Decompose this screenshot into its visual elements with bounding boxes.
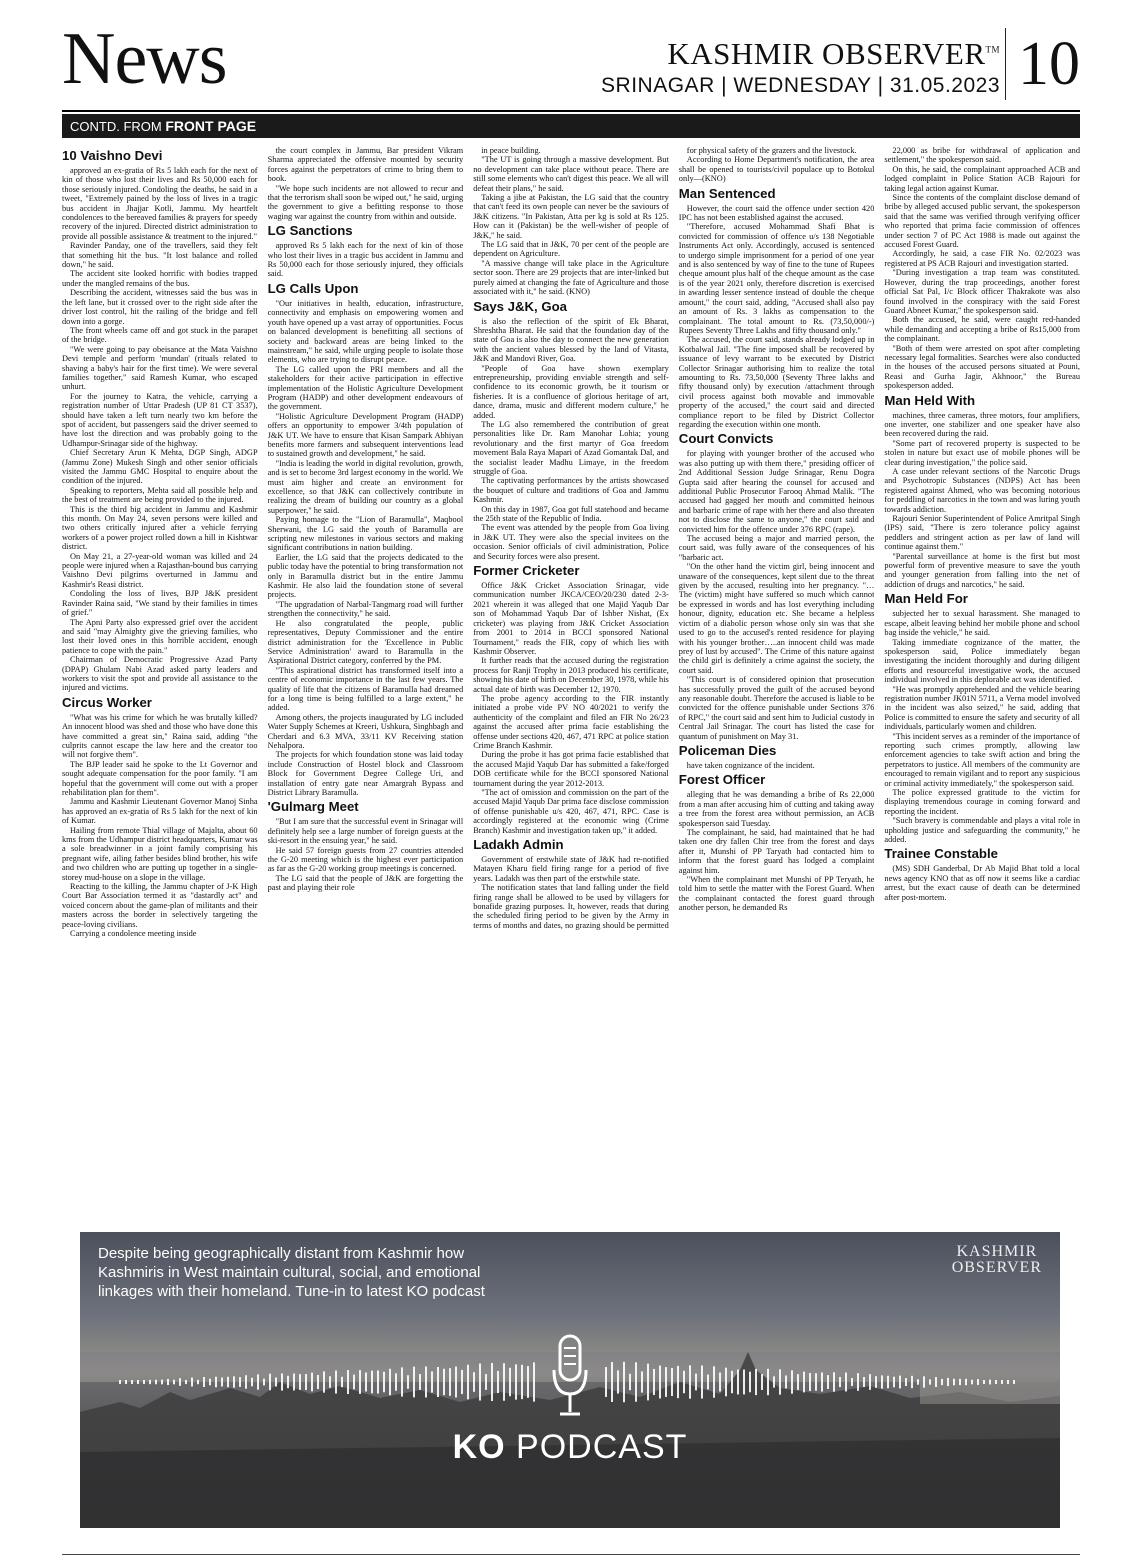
- article-paragraph: machines, three cameras, three motors, four amplifiers, one inverter, one stabilizer and one speaker have also been recovered during the raid.: [884, 410, 1080, 439]
- article-paragraph: "India is leading the world in digital revolution, growth, and is set to become 3rd largest economy in the world. We must aim higher and create an environment for excellence, so that J&K can collectively contribute in realizing the dream of building our country as a global superpower," he said.: [267, 458, 464, 515]
- podcast-description: Despite being geographically distant from Kashmir how Kashmiris in West maintain cultural, social, and emotional linkages with their homeland. Tune-in to latest KO podcast: [98, 1245, 485, 1300]
- article-paragraph: is also the reflection of the spirit of Ek Bharat, Shreshtha Bharat. He said that the foundation day of the state of Goa is also the day to connect the new generation with the ancient values blessed by the land of Vitasta, J&K and Mandovi River, Goa.: [473, 316, 669, 364]
- article-paragraph: The LG also remembered the contribution of great personalities like Dr. Ram Manohar Lohia; young revolutionary and the first martyr of Goa freedom movement Bala Raya Mapari of Azad Gomantak Dal, and the socialist leader Madhu Limaye, in the freedom struggle of Goa.: [473, 419, 669, 476]
- article-paragraph: "When the complainant met Munshi of PP Teryath, he told him to settle the matter with the Forest Guard. When the complainant contacted the forest guard through another person, he demanded Rs: [678, 875, 875, 913]
- article-paragraph: "Both of them were arrested on spot after completing necessary legal formalities. Searches were also conducted in the houses of the accused persons situated at Pouni, Reasi and Gurha Jagir, Akhnoor," the Bureau spokesperson added.: [884, 343, 1080, 391]
- article-paragraph: For the journey to Katra, the vehicle, carrying a registration number of Uttar Pradesh (UP 81 CT 3537), should have taken a left turn nearly two km before the spot of accident, but passengers said the driver seemed to have lost the direction and was probably going to the Udhampur-Srinagar side of the highway.: [62, 391, 258, 448]
- article-paragraph: Reacting to the killing, the Jammu chapter of J-K High Court Bar Association termed it as "dastardly act" and voiced concern about the game-plan of militants and their masters across the border in selectively targeting the peace-loving civilians.: [62, 882, 258, 929]
- section-title: News: [62, 18, 227, 100]
- article-paragraph: Government of erstwhile state of J&K had re-notified Matayen Kharu field firing range for a period of five years. Ladakh was then part of the erstwhile state.: [473, 855, 669, 883]
- article-paragraph: "A massive change will take place in the Agriculture sector soon. There are 29 projects that are inter-linked but purely aimed at changing the fate of Agriculture and those associated with it," he said. (KNO): [473, 258, 669, 297]
- article-heading: Policeman Dies: [678, 742, 777, 758]
- article-paragraph: Speaking to reporters, Mehta said all possible help and the best of treatment are being provided to the injured.: [62, 485, 258, 505]
- article-paragraph: approved an ex-gratia of Rs 5 lakh each for the next of kin of those who lost their lives and Rs 50,000 each for those seriously injured. Condoling the deaths, he said in a tweet, "Extremely pained by the loss of lives in a tragic bus accident in Jhajjar Kotli, Jammu. My heartfelt condolences to the bereaved families & prayers for speedy recovery of the injured. Directed district administration to provide all possible assistance & treatment to the injured.": [62, 166, 258, 241]
- microphone-icon: [550, 1332, 590, 1422]
- column-3: [473, 146, 669, 1192]
- article-paragraph: A case under relevant sections of the Narcotic Drugs and Psychotropic Substances (NDPS) Act has been registered against Ahmed, who was becoming notorious for peddling of narcotics in the town and was luring youth towards addiction.: [884, 467, 1080, 514]
- article-paragraph: On May 21, a 27-year-old woman was killed and 24 people were injured when a Rajasthan-bound bus carrying Vaishno Devi pilgrims overturned in Jammu and Kashmir's Reasi district.: [62, 551, 258, 589]
- article-paragraph: The projects for which foundation stone was laid today include Construction of Hostel block and Classroom Block for Government Degree College Uri, and installation of entry gate near Amargrah Bypass and District Library Baramulla.: [267, 750, 464, 797]
- article-paragraph: The complainant, he said, had maintained that he had taken one dry fallen Chir tree from the forest and days after it, Munshi of PP Taryath had contacted him to inform that the forest guard has lodged a complaint against him.: [678, 828, 875, 875]
- article-paragraph: subjected her to sexual harassment. She managed to escape, albeit leaving behind her mobile phone and school bag inside the vehicle," he said.: [884, 609, 1080, 638]
- article-paragraph: Chief Secretary Arun K Mehta, DGP Singh, ADGP (Jammu Zone) Mukesh Singh and other senior officials visited the Jammu GMC Hospital to enquire about the condition of the injured.: [62, 448, 258, 486]
- article-paragraph: "The act of omission and commission on the part of the accused Majid Yaqub Dar prima face disclose commission of offense punishable u/s 420, 467, 471, RPC. Case is accordingly registered at the economic wing (Crime Branch) Kashmir and investigation taken up," it added.: [473, 788, 669, 835]
- article-heading: Circus Worker: [62, 694, 152, 710]
- article-paragraph: Ravinder Panday, one of the travellers, said they felt that something hit the bus. "It lost balance and rolled down," he said.: [62, 241, 258, 270]
- article-paragraph: (MS) SDH Ganderbal, Dr Ab Majid Bhat told a local news agency KNO that as off now it seems like a cardiac arrest, but the exact cause of death can be determined after post-mortem.: [884, 864, 1080, 902]
- article-paragraph: The BJP leader said he spoke to the Lt Governor and sought adequate compensation for the poor family. "I am hopeful that the government will come out with a proper rehabilitation plan for them".: [62, 759, 258, 797]
- article-paragraph: The police expressed gratitude to the victim for displaying tremendous courage in coming forward and reporting the incident.: [884, 788, 1080, 816]
- article-paragraph: "He was promptly apprehended and the vehicle bearing registration number JK01N 5711, a Verna model involved in the incident was also seized," he said, adding that Police is committed to ensure the safety and security of all individuals, particularly women and children.: [884, 684, 1080, 732]
- podcast-title: KO PODCAST: [452, 1428, 688, 1466]
- article-paragraph: in peace building.: [481, 146, 541, 155]
- article-heading: Man Sentenced: [678, 185, 776, 201]
- bottom-rule: [62, 1554, 1080, 1555]
- article-paragraph: Condoling the loss of lives, BJP J&K president Ravinder Raina said, "We stand by their families in times of grief.": [62, 589, 258, 618]
- article-paragraph: Taking immediate cognizance of the matter, the spokesperson said, Police immediately began investigating the incident thoroughly and during diligent efforts and resourceful investigative work, the accused individual involved in this deplorable act was identified.: [884, 637, 1080, 685]
- article-paragraph: Office J&K Cricket Association Srinagar, vide communication number JKCA/CEO/20/230 dated 2-3-2021 wherein it was alleged that one Majid Yaqub Dar son of Mohammad Yaqub Dar of Ishber Nishat, (Ex cricketer) was playing from J&K Cricket Association from 2001 to 2014 in BCCI sponsored National Tournament," reads the FIR, copy of which lies with Kashmir Observer.: [473, 581, 669, 656]
- contd-banner: CONTD. FROM FRONT PAGE: [62, 114, 1080, 138]
- article-paragraph: "Such bravery is commendable and plays a vital role in upholding justice and safeguarding the community," he added.: [884, 816, 1080, 845]
- article-paragraph: for playing with younger brother of the accused who was also putting up with them there," presiding officer of 2nd Additional Session Judge Srinagar, Renu Dogra Gupta said after hearing the counsel for accused and additional Public Prosecutor Farooq Ahmad Malik. "The accused had gagged her mouth and committed heinous and barbaric crime of rape with her there and also threaten not to disclose the same to anyone," the court said and convicted him for the offence under 376 RPC (rape).: [678, 449, 875, 534]
- article-columns: [62, 146, 1080, 1192]
- article-paragraph: Paying homage to the "Lion of Baramulla", Maqbool Sherwani, the LG said the youth of Baramulla are scripting new milestones in various sectors and making significant contributions in nation building.: [267, 515, 464, 553]
- article-paragraph: The probe agency according to the FIR instantly initiated a probe vide PV NO 40/2021 to verify the authenticity of the complaint and filed an FIR No 26/23 against the accused after prima facie establishing the offense under sections 420, 467, 471 RPC at police station Crime Branch Kashmir.: [473, 693, 669, 750]
- masthead: [62, 18, 1080, 112]
- article-paragraph: the court complex in Jammu, Bar president Vikram Sharma appreciated the offensive mounted by security forces against the perpetrators of crime to bring them to book.: [267, 146, 464, 184]
- article-paragraph: The LG said that the people of J&K are forgetting the past and playing their role: [267, 873, 464, 893]
- article-paragraph: "We were going to pay obeisance at the Mata Vaishno Devi temple and perform 'mundan' (rituals related to shaving a baby's hair for the first time). We were several families together," said Ramesh Kumar, who escaped unhurt.: [62, 344, 258, 392]
- article-heading: LG Calls Upon: [267, 280, 359, 296]
- article-paragraph: "During investigation a trap team was constituted. However, during the trap proceedings, another forest official Sat Pal, I/c Block officer Thakrakote was also found involved in the conspiracy with the said Forest Guard Abneet Kumar," the spokesperson said.: [884, 268, 1080, 315]
- article-paragraph: "On the other hand the victim girl, being innocent and unaware of the consequences, kept silent due to the threat given by the accused, resulting into her pregnancy. "…The (victim) might have suffered so much which cannot be expressed in words and has lost everything including honour, dignity, education etc. She became a helpless victim of a diabolic person whose only sin was that she used to go to the accused's rented residence for playing with his younger brother…..an innocent child was made prey of lust by accused". The Crime of this nature against the child girl is definitely a crime against the society, the court said.: [678, 562, 875, 675]
- article-paragraph: Earlier, the LG said that the projects dedicated to the public today have the potential to bring transformation not only in Baramulla district but in the entire Jammu Kashmir. He also laid the foundation stone of several projects.: [267, 552, 464, 600]
- article-paragraph: "This court is of considered opinion that prosecution has successfully proved the guilt of the accused beyond any reasonable doubt. Therefore the accused is liable to be convicted for the offence punishable under Sections 376 of RPC," the court said and sent him to Judicial custody in Central Jail Srinagar. The court has listed the case for quantum of punishment on May 31.: [678, 675, 875, 741]
- article-heading: Court Convicts: [678, 431, 774, 447]
- article-paragraph: "But I am sure that the successful event in Srinagar will definitely help see a large number of foreign guests at the ski-resort in the ensuing year," he said.: [267, 817, 464, 846]
- article-paragraph: for physical safety of the grazers and the livestock.: [686, 146, 857, 155]
- page-number: 10: [1005, 28, 1080, 100]
- article-paragraph: "This incident serves as a reminder of the importance of reporting such crimes promptly, allowing law enforcement agencies to take swift action and bring the perpetrators to justice. All members of the community are encouraged to remain vigilant and to report any suspicious or criminal activity immediately," the spokesperson said.: [884, 731, 1080, 788]
- article-paragraph: The front wheels came off and got stuck in the parapet of the bridge.: [62, 325, 258, 345]
- article-paragraph: He said 57 foreign guests from 27 countries attended the G-20 meeting which is the highest ever participation as far as the G-20 working group meetings is concerned.: [267, 845, 464, 874]
- article-paragraph: The accused, the court said, stands already lodged up in Kotbalwal Jail. "The fine imposed shall be recovered by issuance of levy warrant to be executed by District Collector Srinagar authorising him to realize the total amounting to Rs. 73,50,000 (Seventy Three lakhs and fifty thousand only) by execution /attachment through civil process against both movable and immovable property of the accused," the court said and directed compliance report to be filed by District Collector regarding the execution within one month.: [678, 335, 875, 429]
- article-paragraph: Chairman of Democratic Progressive Azad Party (DPAP) Ghulam Nabi Azad asked party leaders and workers to visit the spot and provide all assistance to the injured and victims.: [62, 655, 258, 693]
- article-paragraph: "The UT is going through a massive development. But no development can take place without peace. There are still some elements who can't digest this peace. We all will defeat their plans," he said.: [473, 155, 669, 193]
- column-1: [62, 146, 258, 1192]
- article-paragraph: "Holistic Agriculture Development Program (HADP) offers an opportunity to empower 3/4th population of J&K UT. We have to ensure that Kisan Sampark Abhiyan benefits more farmers and subsequent interventions lead to sustained growth and development," he said.: [267, 411, 464, 459]
- dateline: SRINAGAR | WEDNESDAY | 31.05.2023: [601, 74, 1000, 97]
- advert-logo: KASHMIR OBSERVER: [951, 1243, 1042, 1276]
- article-paragraph: Both the accused, he said, were caught red-handed while demanding and accepting a bribe of Rs15,000 from the complainant.: [884, 315, 1080, 344]
- article-heading: Forest Officer: [678, 772, 766, 788]
- article-paragraph: The accused being a major and married person, the court said, was fully aware of the consequences of his "barbaric act.: [678, 534, 875, 562]
- article-paragraph: This is the third big accident in Jammu and Kashmir this month. On May 24, seven persons were killed and two others critically injured after a vehicle ferrying workers of a power project rolled down a hill in Kishtwar district.: [62, 504, 258, 552]
- article-paragraph: "We hope such incidents are not allowed to recur and that the terrorism shall soon be wiped out," he said, urging the government to give a befitting response to those waging war against the country from within and outside.: [267, 183, 464, 221]
- article-paragraph: Hailing from remote Thial village of Majalta, about 60 kms from the Udhampur district headquarters, Kumar was a sole breadwinner in a joint family comprising his pregnant wife, ailing father besides blind brother, his wife and two children who are putting up together in a single-storey mud-house on a slope in the village.: [62, 825, 258, 882]
- column-5: [884, 146, 1080, 1192]
- article-paragraph: alleging that he was demanding a bribe of Rs 22,000 from a man after accusing him of cutting and taking away a tree from the forest area without permission, an ACB spokesperson said Tuesday.: [678, 790, 875, 828]
- article-paragraph: Among others, the projects inaugurated by LG included Water Supply Schemes at Kreeri, Ushkura, Singhbagh and Cherdari and 6.3 MVA, 33/11 KV Receiving station Nehalpora.: [267, 712, 464, 750]
- article-paragraph: approved Rs 5 lakh each for the next of kin of those who lost their lives in a tragic bus accident in Jammu and Rs 50,000 each for those seriously injured, they officials said.: [267, 241, 464, 279]
- article-heading: Former Cricketer: [473, 563, 580, 579]
- masthead-rule: [62, 110, 1080, 112]
- article-paragraph: Taking a jibe at Pakistan, the LG said that the country that can't feed its own people can never be the saviours of J&K citizens. "In Pakistan, Atta per kg is sold at Rs 125. How can it (Pakistan) be the well-wisher of people of J&K," he said.: [473, 193, 669, 240]
- newspaper-name: KASHMIR OBSERVER™: [667, 36, 1000, 71]
- article-heading: 'Gulmarg Meet: [267, 799, 359, 815]
- article-paragraph: "The upgradation of Narbal-Tangmarg road will further strengthen the connectivity," he said.: [267, 599, 464, 619]
- article-paragraph: During the probe it has got prima facie established that the accused Majid Yaqub Dar has submitted a fake/forged DOB certificate while for the BCCI sponsored National tournament during the year 2012-2013.: [473, 750, 669, 788]
- article-paragraph: "What was his crime for which he was brutally killed? An innocent blood was shed and those who have done this have committed a great sin," Raina said, adding "the culprits cannot escape the law here and the creator too will not forgive them".: [62, 712, 258, 760]
- article-paragraph: The Apni Party also expressed grief over the accident and said "may Almighty give the grieving families, who lost their loved ones in this horrible accident, enough patience to cope with the pain.": [62, 617, 258, 655]
- article-paragraph: Accordingly, he said, a case FIR No. 02/2023 was registered at PS ACB Rajouri and investigation started.: [884, 249, 1080, 268]
- article-heading: Trainee Constable: [884, 846, 998, 862]
- article-paragraph: have taken cognizance of the incident.: [686, 760, 815, 770]
- podcast-advert[interactable]: [80, 1232, 1060, 1528]
- article-paragraph: Describing the accident, witnesses said the bus was in the left lane, but it crossed over to the right side after the driver lost control, hit the railing of the bridge and fell down into a gorge.: [62, 288, 258, 326]
- article-heading: Says J&K, Goa: [473, 298, 568, 314]
- article-paragraph: He also congratulated the people, public representatives, Deputy Commissioner and the entire district administration for the 'Excellence in Public Service Administration' award to Baramulla in the Aspirational District category, conferred by the PM.: [267, 618, 464, 666]
- article-paragraph: "People of Goa have shown exemplary entrepreneurship, providing enviable strength and self-confidence to its economic growth, be it tourism or fisheries. It is a confluence of glorious heritage of art, dance, drama, music and different modern culture," he added.: [473, 363, 669, 420]
- column-4: [679, 146, 875, 1192]
- article-heading: Man Held With: [884, 392, 976, 408]
- article-paragraph: 22,000 as bribe for withdrawal of application and settlement," the spokesperson said.: [884, 146, 1080, 165]
- article-paragraph: However, the court said the offence under section 420 IPC has not been established against the accused.: [678, 203, 875, 223]
- article-paragraph: Jammu and Kashmir Lieutenant Governor Manoj Sinha has approved an ex-gratia of Rs 5 lakh for the next of kin of Kumar.: [62, 797, 258, 826]
- article-paragraph: The captivating performances by the artists showcased the bouquet of culture and traditions of Goa and Jammu Kashmir.: [473, 476, 669, 505]
- article-paragraph: The accident site looked horrific with bodies trapped under the mangled remains of the bus.: [62, 269, 258, 288]
- article-heading: LG Sanctions: [267, 223, 353, 239]
- article-heading: 10 Vaishno Devi: [62, 148, 163, 163]
- article-paragraph: "Parental surveillance at home is the first but most powerful form of preventive measure to save the youth and younger generation from falling into the net of addiction of drugs and narcotics," he said.: [884, 551, 1080, 589]
- article-paragraph: Carrying a condolence meeting inside: [70, 929, 197, 939]
- article-paragraph: "Some part of recovered property is suspected to be stolen in nature but exact use of mobile phones will be clear during investigation," the police said.: [884, 438, 1080, 467]
- article-paragraph: "Our initiatives in health, education, infrastructure, connectivity and emphasis on empowering women and youth have opened up a vast array of opportunities. Focus on balanced development is benefitting all sections of society and backward areas are being linked to the mainstream," he said, while urging people to isolate those elements, who are trying to disrupt peace.: [267, 298, 464, 365]
- article-paragraph: The event was attended by the people from Goa living in J&K UT. They were also the special invitees on the occasion. Senior officials of civil administration, Police and Security forces were also present.: [473, 523, 669, 561]
- article-heading: Ladakh Admin: [473, 837, 564, 853]
- article-paragraph: "This aspirational district has transformed itself into a centre of economic importance in the last few years. The quality of life that the citizens of Baramulla had dreamed for a long time is being fulfilled to a large extent," he added.: [267, 665, 464, 713]
- article-paragraph: The LG said that in J&K, 70 per cent of the people are dependent on Agriculture.: [473, 240, 669, 259]
- article-heading: Man Held For: [884, 591, 968, 607]
- article-paragraph: Rajouri Senior Superintendent of Police Amritpal Singh (IPS) said, "There is zero tolerance policy against peddlers and stringent action as per law of land will continue against them.": [884, 514, 1080, 552]
- column-2: [268, 146, 464, 1192]
- article-paragraph: On this, he said, the complainant approached ACB and lodged complaint in Police Station ACB Rajouri for taking legal action against Kumar.: [884, 164, 1080, 193]
- article-paragraph: "Therefore, accused Mohammad Shafi Bhat is convicted for commission of offence u/s 138 Negotiable Instruments Act only. Accordingly, accused is sentenced to undergo simple imprisonment for a period of one year and is also sentenced by way of fine to the tune of Rupees cheque amount plus half of the cheque amount as the case is of the year 2021 only, therefore discretion is exercised in awarding lesser sentence instead of double the cheque amount," the court said, adding, "Accused shall also pay an amount of Rs. 3 lakhs as compensation to the complainant. The total amount to Rs. (73,50,000/-) Rupees Seventy Three Lakhs and fifty thousand only.": [678, 222, 875, 335]
- article-paragraph: The notification states that land falling under the field firing range shall be allowed to be used by villagers for bonafide grazing purposes. It, however, reads that during the scheduled firing period to be given by the Army in terms of months and dates, no grazing should be permitted: [473, 883, 669, 930]
- article-paragraph: According to Home Department's notification, the area shall be opened to tourists/civil populace up to Botokul only—(KNO): [678, 155, 875, 184]
- article-paragraph: It further reads that the accused during the registration process for Ranji Trophy in 2013 produced his certificate, showing his date of birth on December 30, 1978, while his actual date of birth was December 12, 1970.: [473, 656, 669, 694]
- article-paragraph: The LG called upon the PRI members and all the stakeholders for their active participation in effective implementation of the Holistic Agriculture Development Program (HADP) and other development endeavours of the government.: [267, 364, 464, 412]
- article-paragraph: On this day in 1987, Goa got full statehood and became the 25th state of the Republic of India.: [473, 504, 669, 524]
- article-paragraph: Since the contents of the complaint disclose demand of bribe by alleged accused public servant, the spokesperson said that the same was verified through verifying officer who reported that prima facie commission of offences under section 7 of PC Act 1988 is made out against the accused Forest Guard.: [884, 193, 1080, 250]
